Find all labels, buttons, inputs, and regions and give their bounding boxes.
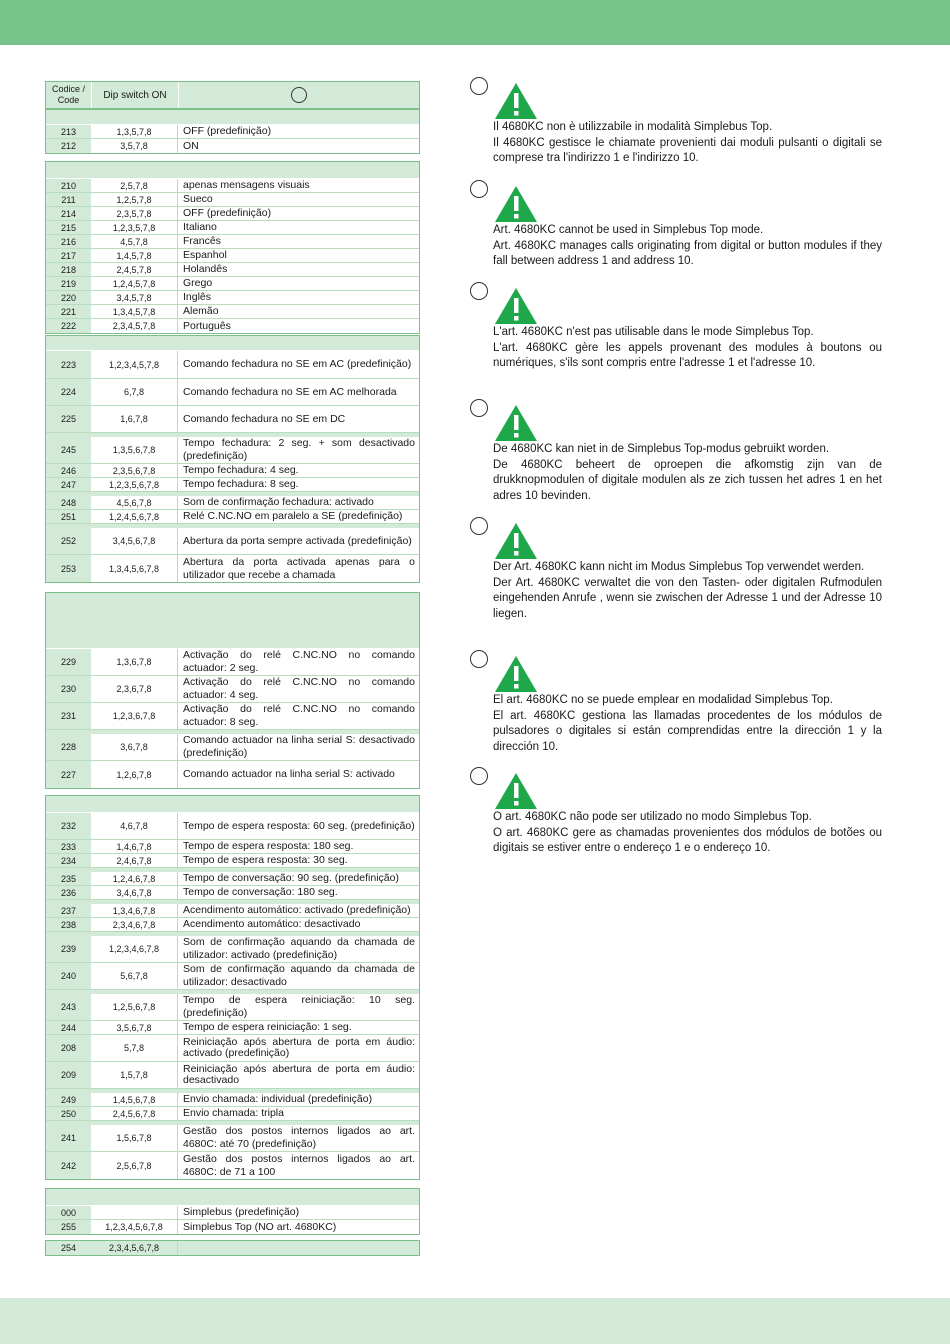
description-column-header bbox=[179, 82, 419, 108]
dip-switch-cell: 1,2,6,7,8 bbox=[91, 761, 178, 788]
table-row bbox=[46, 478, 419, 492]
description-cell bbox=[178, 734, 419, 760]
dip-switch-cell: 1,3,6,7,8 bbox=[91, 649, 178, 675]
section-header bbox=[46, 110, 419, 125]
code-cell: 245 bbox=[46, 437, 91, 463]
description-cell bbox=[178, 406, 419, 432]
dip-switch-cell: 3,5,7,8 bbox=[91, 139, 178, 153]
circle-icon bbox=[470, 180, 488, 198]
description-cell bbox=[178, 277, 419, 290]
table-row bbox=[46, 249, 419, 263]
description-cell bbox=[178, 1021, 419, 1034]
code-cell: 238 bbox=[46, 918, 91, 931]
table-row bbox=[46, 221, 419, 235]
dip-switch-cell: 2,4,5,6,7,8 bbox=[91, 1107, 178, 1120]
code-cell: 216 bbox=[46, 235, 91, 248]
table-row bbox=[46, 492, 419, 510]
table-row bbox=[46, 277, 419, 291]
table-section-2 bbox=[45, 161, 420, 334]
circle-icon bbox=[470, 282, 488, 300]
table-row bbox=[46, 464, 419, 478]
description-cell bbox=[178, 886, 419, 899]
description-cell: Reiniciação após abertura de porta em áudio: activado (predefinição) bbox=[183, 1036, 415, 1059]
description-cell: Inglês bbox=[183, 291, 212, 303]
text: Il 4680KC gestisce le chiamate provenienti dai moduli pulsanti o digitali se comprese tra l'indirizzo 1 e l'indirizzo 10. bbox=[493, 136, 882, 164]
dip-switch-cell: 1,3,5,7,8 bbox=[91, 125, 178, 138]
table-row bbox=[46, 703, 419, 730]
dip-switch-cell: 1,6,7,8 bbox=[91, 406, 178, 432]
code-cell: 223 bbox=[46, 351, 91, 378]
note-text bbox=[493, 223, 882, 270]
description-cell bbox=[178, 249, 419, 262]
code-column-header bbox=[46, 82, 92, 108]
code-cell: 000 bbox=[46, 1206, 91, 1219]
table-row bbox=[46, 524, 419, 555]
description-cell bbox=[178, 1241, 419, 1255]
dip-switch-cell: 1,2,5,7,8 bbox=[91, 193, 178, 206]
code-cell: 255 bbox=[46, 1220, 91, 1234]
text: Art. 4680KC cannot be used in Simplebus Top mode. bbox=[493, 224, 764, 236]
code-cell: 237 bbox=[46, 904, 91, 917]
code-cell: 209 bbox=[46, 1062, 91, 1088]
dip-switch-cell: 2,3,6,7,8 bbox=[91, 676, 178, 702]
table-row bbox=[46, 918, 419, 932]
code-cell: 232 bbox=[46, 813, 91, 839]
dip-switch-cell: 1,2,4,6,7,8 bbox=[91, 872, 178, 885]
description-cell bbox=[178, 854, 419, 867]
description-cell bbox=[178, 1107, 419, 1120]
description-cell: Tempo de conversação: 90 seg. (predefinição) bbox=[183, 872, 399, 884]
code-cell: 215 bbox=[46, 221, 91, 234]
warning-triangle-icon bbox=[494, 772, 538, 810]
dip-switch-cell: 3,4,6,7,8 bbox=[91, 886, 178, 899]
code-cell: 234 bbox=[46, 854, 91, 867]
description-cell: Envio chamada: individual (predefinição) bbox=[183, 1093, 373, 1105]
text: De 4680KC kan niet in de Simplebus Top-modus gebruikt worden. bbox=[493, 443, 830, 455]
text: Il 4680KC non è utilizzabile in modalità Simplebus Top. bbox=[493, 121, 773, 133]
text: O art. 4680KC não pode ser utilizado no modo Simplebus Top. bbox=[493, 811, 812, 823]
description-cell bbox=[178, 221, 419, 234]
circle-icon bbox=[470, 767, 488, 785]
description-cell: Tempo fechadura: 4 seg. bbox=[183, 464, 299, 476]
description-cell bbox=[178, 464, 419, 477]
table-row bbox=[46, 649, 419, 676]
warning-triangle-icon bbox=[494, 185, 538, 223]
dip-switch-cell: 1,5,7,8 bbox=[91, 1062, 178, 1088]
description-cell: Som de confirmação fechadura: activado bbox=[183, 496, 374, 508]
note-text bbox=[493, 120, 882, 167]
code-cell: 249 bbox=[46, 1093, 91, 1106]
description-cell: Alemão bbox=[183, 305, 219, 317]
table-section-3 bbox=[45, 335, 420, 583]
top-header-band bbox=[0, 0, 950, 45]
circle-icon bbox=[291, 87, 307, 103]
description-cell: Tempo de espera resposta: 30 seg. bbox=[183, 854, 348, 866]
dip-switch-cell: 4,5,7,8 bbox=[91, 235, 178, 248]
warning-triangle-icon bbox=[494, 655, 538, 693]
code-cell: 236 bbox=[46, 886, 91, 899]
description-cell: Gestão dos postos internos ligados ao art. 4680C: até 70 (predefinição) bbox=[183, 1125, 415, 1150]
description-cell: Envio chamada: tripla bbox=[183, 1107, 284, 1119]
dip-switch-cell: 2,3,5,7,8 bbox=[91, 207, 178, 220]
table-section-6 bbox=[45, 1188, 420, 1235]
description-cell bbox=[178, 1206, 419, 1219]
dip-switch-cell: 1,4,5,7,8 bbox=[91, 249, 178, 262]
code-cell: 225 bbox=[46, 406, 91, 432]
description-cell bbox=[178, 179, 419, 192]
table-row bbox=[46, 840, 419, 854]
description-cell bbox=[178, 528, 419, 554]
note-text bbox=[493, 325, 882, 372]
description-cell bbox=[178, 478, 419, 491]
dip-switch-table bbox=[45, 81, 420, 1253]
dip-switch-cell: 3,6,7,8 bbox=[91, 734, 178, 760]
dip-switch-cell: 3,4,5,6,7,8 bbox=[91, 528, 178, 554]
dip-switch-cell: 2,4,5,7,8 bbox=[91, 263, 178, 276]
dip-switch-cell bbox=[91, 1206, 178, 1219]
description-cell: Grego bbox=[183, 277, 213, 289]
table-row bbox=[46, 351, 419, 379]
table-row bbox=[46, 406, 419, 433]
description-cell: Tempo de espera reiniciação: 1 seg. bbox=[183, 1021, 352, 1033]
description-cell: Tempo de conversação: 180 seg. bbox=[183, 886, 338, 898]
dip-switch-cell: 1,5,6,7,8 bbox=[91, 1125, 178, 1151]
code-cell: 217 bbox=[46, 249, 91, 262]
table-row bbox=[46, 1021, 419, 1035]
table-row bbox=[46, 139, 419, 153]
table-row bbox=[46, 263, 419, 277]
dip-switch-cell: 1,2,3,4,5,7,8 bbox=[91, 351, 178, 378]
text: L'art. 4680KC n'est pas utilisable dans le mode Simplebus Top. bbox=[493, 326, 814, 338]
description-cell: OFF (predefinição) bbox=[183, 125, 272, 137]
table-row bbox=[46, 854, 419, 868]
description-cell bbox=[178, 193, 419, 206]
table-row bbox=[46, 1121, 419, 1152]
code-cell: 208 bbox=[46, 1035, 91, 1061]
table-row bbox=[46, 179, 419, 193]
description-cell bbox=[178, 840, 419, 853]
table-row bbox=[46, 1062, 419, 1089]
table-row bbox=[46, 193, 419, 207]
description-cell: Tempo de espera resposta: 60 seg. (predefinição) bbox=[183, 819, 415, 832]
note-text bbox=[493, 693, 882, 755]
table-row bbox=[46, 319, 419, 333]
dip-switch-cell: 5,7,8 bbox=[91, 1035, 178, 1061]
table-row bbox=[46, 1107, 419, 1121]
description-cell: Comando actuador na linha serial S: desactivado (predefinição) bbox=[183, 734, 415, 759]
table-section-5 bbox=[45, 795, 420, 1180]
code-cell: 235 bbox=[46, 872, 91, 885]
table-row bbox=[46, 235, 419, 249]
description-cell: Acendimento automático: desactivado bbox=[183, 918, 361, 930]
description-cell: Comando fechadura no SE em AC (predefinição) bbox=[183, 358, 412, 370]
code-cell: 248 bbox=[46, 496, 91, 509]
code-cell: 233 bbox=[46, 840, 91, 853]
description-cell bbox=[178, 703, 419, 729]
section-header bbox=[46, 1189, 419, 1206]
description-cell bbox=[178, 305, 419, 318]
table-row bbox=[46, 291, 419, 305]
description-cell bbox=[178, 963, 419, 989]
note-text bbox=[493, 442, 882, 504]
description-cell bbox=[178, 437, 419, 463]
description-cell: Relé C.NC.NO em paralelo a SE (predefinição) bbox=[183, 510, 403, 522]
table-row bbox=[46, 555, 419, 582]
code-cell: 218 bbox=[46, 263, 91, 276]
code-cell: 239 bbox=[46, 936, 91, 962]
description-cell: Activação do relé C.NC.NO no comando actuador: 4 seg. bbox=[183, 676, 415, 701]
dip-switch-cell: 1,3,5,6,7,8 bbox=[91, 437, 178, 463]
code-cell: 251 bbox=[46, 510, 91, 523]
description-cell: Holandês bbox=[183, 263, 228, 275]
description-cell: Som de confirmação aquando da chamada de utilizador: activado (predefinição) bbox=[183, 936, 415, 961]
dip-switch-cell: 2,4,6,7,8 bbox=[91, 854, 178, 867]
description-cell: OFF (predefinição) bbox=[183, 207, 272, 219]
code-cell: 228 bbox=[46, 734, 91, 760]
dip-switch-cell: 2,5,7,8 bbox=[91, 179, 178, 192]
table-section-1 bbox=[45, 109, 420, 154]
code-cell: 242 bbox=[46, 1152, 91, 1179]
description-cell bbox=[178, 1062, 419, 1088]
description-cell: Tempo fechadura: 2 seg. + som desactivado (predefinição) bbox=[183, 437, 415, 462]
description-cell: Tempo fechadura: 8 seg. bbox=[183, 478, 299, 490]
table-row bbox=[46, 1241, 419, 1255]
dip-switch-cell: 1,2,3,4,5,6,7,8 bbox=[91, 1220, 178, 1234]
code-cell: 224 bbox=[46, 379, 91, 405]
bottom-footer-band bbox=[0, 1298, 950, 1344]
description-cell bbox=[178, 125, 419, 138]
code-cell: 244 bbox=[46, 1021, 91, 1034]
description-cell: Reiniciação após abertura de porta em áudio: desactivado bbox=[183, 1063, 415, 1086]
description-cell: Comando fechadura no SE em AC melhorada bbox=[183, 385, 397, 398]
description-cell bbox=[178, 139, 419, 153]
code-cell: 212 bbox=[46, 139, 91, 153]
table-row bbox=[46, 125, 419, 139]
code-cell: 240 bbox=[46, 963, 91, 989]
circle-icon bbox=[470, 77, 488, 95]
description-cell bbox=[178, 1152, 419, 1179]
dip-switch-cell: 1,2,5,6,7,8 bbox=[91, 994, 178, 1020]
table-row bbox=[46, 1220, 419, 1234]
table-row bbox=[46, 379, 419, 406]
table-row bbox=[46, 990, 419, 1021]
text: El art. 4680KC no se puede emplear en modalidad Simplebus Top. bbox=[493, 694, 833, 706]
description-cell bbox=[178, 235, 419, 248]
description-cell bbox=[178, 994, 419, 1020]
description-cell bbox=[178, 1220, 419, 1234]
code-cell: 254 bbox=[46, 1241, 91, 1255]
code-cell: 252 bbox=[46, 528, 91, 554]
dip-switch-cell: 1,3,4,6,7,8 bbox=[91, 904, 178, 917]
code-cell: 250 bbox=[46, 1107, 91, 1120]
description-cell: Abertura da porta sempre activada (predefinição) bbox=[183, 534, 412, 547]
description-cell bbox=[178, 813, 419, 839]
code-cell: 241 bbox=[46, 1125, 91, 1151]
dip-switch-cell: 3,4,5,7,8 bbox=[91, 291, 178, 304]
code-cell: 219 bbox=[46, 277, 91, 290]
description-cell: apenas mensagens visuais bbox=[183, 179, 310, 191]
table-row bbox=[46, 1089, 419, 1107]
dip-switch-cell: 2,3,4,5,6,7,8 bbox=[91, 1241, 178, 1255]
table-row bbox=[46, 676, 419, 703]
dip-switch-cell: 4,6,7,8 bbox=[91, 813, 178, 839]
description-cell: Activação do relé C.NC.NO no comando actuador: 8 seg. bbox=[183, 703, 415, 728]
description-cell bbox=[178, 291, 419, 304]
section-header bbox=[46, 593, 419, 649]
description-cell bbox=[178, 207, 419, 220]
description-cell: Simplebus (predefinição) bbox=[183, 1206, 300, 1218]
code-cell: 210 bbox=[46, 179, 91, 192]
text: Art. 4680KC manages calls originating from digital or button modules if they fall between address 1 and address 10. bbox=[493, 239, 882, 267]
table-row bbox=[46, 433, 419, 464]
text: O art. 4680KC gere as chamadas provenientes dos módulos de botões ou digitais se estiver entre o endereço 1 e o endereço 10. bbox=[493, 826, 882, 854]
code-cell: 243 bbox=[46, 994, 91, 1020]
code-cell: 220 bbox=[46, 291, 91, 304]
description-cell: Comando actuador na linha serial S: activado bbox=[183, 768, 395, 780]
dip-switch-cell: 2,3,4,6,7,8 bbox=[91, 918, 178, 931]
description-cell bbox=[178, 1093, 419, 1106]
description-cell bbox=[178, 761, 419, 788]
dip-switch-cell: 1,2,4,5,6,7,8 bbox=[91, 510, 178, 523]
description-cell: Abertura da porta activada apenas para o utilizador que recebe a chamada bbox=[183, 555, 415, 581]
warning-triangle-icon bbox=[494, 404, 538, 442]
dip-switch-cell: 1,3,4,5,6,7,8 bbox=[91, 555, 178, 582]
description-cell bbox=[178, 379, 419, 405]
description-cell bbox=[178, 936, 419, 962]
text: L'art. 4680KC gère les appels provenant des modules à boutons ou numériques, s'ils sont compris entre l'adresse 1 et l'adresse 10. bbox=[493, 341, 882, 369]
section-header bbox=[46, 336, 419, 351]
description-cell bbox=[178, 351, 419, 378]
table-row bbox=[46, 813, 419, 840]
description-cell: ON bbox=[183, 139, 199, 152]
code-cell: 229 bbox=[46, 649, 91, 675]
dip-switch-cell: 1,3,4,5,7,8 bbox=[91, 305, 178, 318]
description-cell: Sueco bbox=[183, 193, 213, 205]
code-cell: 253 bbox=[46, 555, 91, 582]
table-row bbox=[46, 207, 419, 221]
code-cell: 222 bbox=[46, 319, 91, 333]
code-cell: 221 bbox=[46, 305, 91, 318]
dip-switch-cell: 2,5,6,7,8 bbox=[91, 1152, 178, 1179]
description-cell: Acendimento automático: activado (predefinição) bbox=[183, 904, 411, 916]
description-cell bbox=[178, 1035, 419, 1061]
description-cell bbox=[178, 263, 419, 276]
description-cell bbox=[178, 510, 419, 523]
dip-switch-cell: 1,2,3,4,6,7,8 bbox=[91, 936, 178, 962]
description-cell: Tempo de espera reiniciação: 10 seg. (predefinição) bbox=[183, 994, 415, 1019]
description-cell: Tempo de espera resposta: 180 seg. bbox=[183, 840, 354, 852]
warning-triangle-icon bbox=[494, 287, 538, 325]
dip-switch-cell: 3,5,6,7,8 bbox=[91, 1021, 178, 1034]
table-row bbox=[46, 886, 419, 900]
description-cell: Gestão dos postos internos ligados ao art. 4680C: de 71 a 100 bbox=[183, 1152, 415, 1178]
note-text bbox=[493, 560, 882, 622]
table-row bbox=[46, 1206, 419, 1220]
dip-switch-cell: 1,2,3,5,7,8 bbox=[91, 221, 178, 234]
dip-switch-cell: 1,2,4,5,7,8 bbox=[91, 277, 178, 290]
code-header-line1: Codice / bbox=[51, 84, 86, 94]
dip-switch-cell: 2,3,4,5,7,8 bbox=[91, 319, 178, 333]
note-text bbox=[493, 810, 882, 857]
warning-triangle-icon bbox=[494, 82, 538, 120]
dip-switch-cell: 1,2,3,6,7,8 bbox=[91, 703, 178, 729]
table-section-4 bbox=[45, 592, 420, 789]
section-header bbox=[46, 796, 419, 813]
table-row bbox=[46, 900, 419, 918]
text: Der Art. 4680KC verwaltet die von den Tasten- oder digitalen Rufmodulen eingehenden Anrufe , wenn sie zwischen der Adresse 1 und der Adresse 10 liegen. bbox=[493, 576, 882, 620]
description-cell: Simplebus Top (NO art. 4680KC) bbox=[183, 1220, 337, 1233]
dip-switch-cell: 1,2,3,5,6,7,8 bbox=[91, 478, 178, 491]
dip-switch-cell: 1,4,6,7,8 bbox=[91, 840, 178, 853]
description-cell: Francês bbox=[183, 235, 221, 247]
dip-switch-cell: 4,5,6,7,8 bbox=[91, 496, 178, 509]
code-cell: 211 bbox=[46, 193, 91, 206]
description-cell bbox=[178, 649, 419, 675]
description-cell: Activação do relé C.NC.NO no comando actuador: 2 seg. bbox=[183, 649, 415, 674]
description-cell: Comando fechadura no SE em DC bbox=[183, 412, 346, 425]
table-row bbox=[46, 1152, 419, 1179]
text: Der Art. 4680KC kann nicht im Modus Simplebus Top verwendet werden. bbox=[493, 561, 865, 573]
description-cell bbox=[178, 496, 419, 509]
description-cell bbox=[178, 1125, 419, 1151]
code-cell: 227 bbox=[46, 761, 91, 788]
table-header bbox=[45, 81, 420, 109]
text: De 4680KC beheert de oproepen die afkomstig zijn van de drukknopmodulen of digitale modulen als ze zich tussen het adres 1 en het adres 10 bevinden. bbox=[493, 458, 882, 502]
section-header bbox=[46, 162, 419, 179]
code-cell: 214 bbox=[46, 207, 91, 220]
description-cell bbox=[178, 904, 419, 917]
table-row bbox=[46, 730, 419, 761]
code-cell: 231 bbox=[46, 703, 91, 729]
text: El art. 4680KC gestiona las llamadas procedentes de los módulos de pulsadores o digitales si están comprendidas entre la dirección 1 y la dirección 10. bbox=[493, 709, 882, 753]
code-cell: 213 bbox=[46, 125, 91, 138]
code-header-line2: Code bbox=[57, 95, 80, 105]
code-cell: 246 bbox=[46, 464, 91, 477]
warning-triangle-icon bbox=[494, 522, 538, 560]
description-cell bbox=[178, 319, 419, 333]
table-row bbox=[46, 868, 419, 886]
description-cell bbox=[178, 676, 419, 702]
code-cell: 247 bbox=[46, 478, 91, 491]
circle-icon bbox=[470, 399, 488, 417]
table-row bbox=[46, 963, 419, 990]
dip-switch-cell: 5,6,7,8 bbox=[91, 963, 178, 989]
description-cell: Italiano bbox=[183, 221, 217, 233]
dip-switch-cell: 2,3,5,6,7,8 bbox=[91, 464, 178, 477]
circle-icon bbox=[470, 650, 488, 668]
description-cell bbox=[178, 918, 419, 931]
table-row bbox=[46, 1035, 419, 1062]
code-cell: 230 bbox=[46, 676, 91, 702]
table-section-7 bbox=[45, 1240, 420, 1256]
description-cell bbox=[178, 872, 419, 885]
dip-switch-cell: 6,7,8 bbox=[91, 379, 178, 405]
dip-switch-cell: 1,4,5,6,7,8 bbox=[91, 1093, 178, 1106]
table-row bbox=[46, 761, 419, 788]
description-cell bbox=[178, 555, 419, 582]
table-row bbox=[46, 510, 419, 524]
circle-icon bbox=[470, 517, 488, 535]
description-cell: Som de confirmação aquando da chamada de utilizador: desactivado bbox=[183, 963, 415, 988]
table-row bbox=[46, 305, 419, 319]
dip-column-header: Dip switch ON bbox=[92, 82, 179, 108]
description-cell: Espanhol bbox=[183, 249, 227, 261]
table-row bbox=[46, 932, 419, 963]
description-cell: Português bbox=[183, 319, 231, 332]
